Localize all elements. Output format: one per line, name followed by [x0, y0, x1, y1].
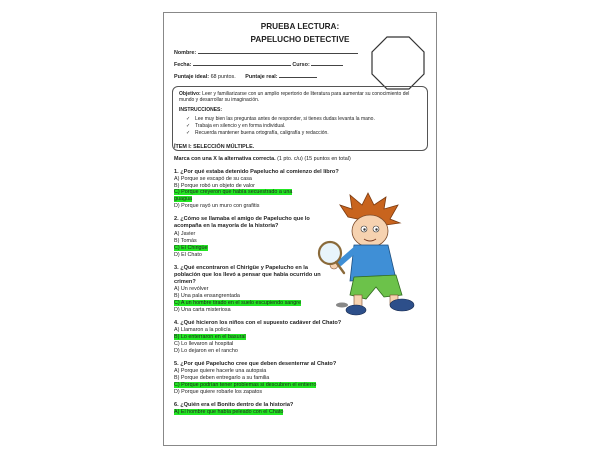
option-2c[interactable]: C) El Chirigüe — [174, 245, 208, 251]
puntaje-real-line[interactable] — [279, 72, 317, 78]
page-title: PRUEBA LECTURA: — [260, 22, 340, 31]
instruction-item: ✓ Recuerda mantener buena ortografía, caligrafía y redacción. — [186, 130, 329, 136]
option-4a[interactable]: A) Llamaron a la policía — [174, 327, 231, 333]
objective-box — [172, 86, 428, 151]
option-5c[interactable]: C) Porque podrían tener problemas si descubren el entierro — [174, 382, 317, 388]
score-octagon — [370, 35, 426, 91]
option-1b[interactable]: B) Porque robó un objeto de valor — [174, 183, 255, 189]
option-3b[interactable]: B) Una pala ensangrentada — [174, 293, 240, 299]
objective-text — [179, 91, 421, 104]
option-2b[interactable]: B) Tomás — [174, 238, 197, 244]
objective-body: Leer y familiarizarse con un amplio repertorio de literatura para aumentar su conocimiento del mundo y desarrollar su imaginación. — [179, 91, 410, 104]
instructions-title: INSTRUCCIONES: — [179, 107, 223, 113]
instruction-item: ✓ Lee muy bien las preguntas antes de responder, si tienes dudas levanta la mano. — [186, 116, 375, 122]
option-5b[interactable]: B) Porque deben entregarlo a su familia — [174, 375, 270, 381]
question-4: 4. ¿Qué hicieron los niños con el supuesto cadáver del Chato? — [174, 320, 342, 326]
option-3c[interactable]: C) A un hombre tirado en el suelo escupiendo sangre — [174, 300, 302, 306]
nombre-line[interactable] — [198, 48, 358, 54]
option-4c[interactable]: C) Lo llevaron al hospital — [174, 341, 234, 347]
curso-line[interactable] — [311, 60, 343, 66]
option-1c-cont[interactable]: guagua — [174, 196, 192, 202]
check-icon: ✓ — [186, 123, 191, 129]
option-3a[interactable]: A) Un revólver — [174, 286, 209, 292]
fecha-label: Fecha: — [174, 62, 192, 68]
option-1c[interactable]: C) Porque creyeron que había secuestrado a una — [174, 189, 293, 195]
question-5: 5. ¿Por qué Papelucho cree que deben desenterrar al Chato? — [174, 361, 337, 367]
option-2a[interactable]: A) Javier — [174, 231, 196, 237]
check-icon: ✓ — [186, 130, 191, 136]
worksheet-page — [163, 12, 437, 446]
option-2d[interactable]: D) El Chato — [174, 252, 202, 258]
option-4b[interactable]: B) Lo enterraron en el basural — [174, 334, 246, 340]
option-1d[interactable]: D) Porque rayó un muro con grafitis — [174, 203, 260, 209]
question-3: 3. ¿Qué encontraron el Chirigüe y Papelucho en la población que los llevó a pensar que había ocurrido un crimen? — [174, 265, 321, 286]
detective-boy-illustration — [314, 191, 432, 317]
puntaje-ideal-label: Puntaje ideal: — [174, 74, 210, 80]
curso-label: Curso: — [292, 62, 310, 68]
objective-label: Objetivo: — [179, 91, 201, 97]
option-3d[interactable]: D) Una carta misteriosa — [174, 307, 231, 313]
option-5a[interactable]: A) Porque quiere hacerle una autopsia — [174, 368, 267, 374]
option-1a[interactable]: A) Porque se escapó de su casa — [174, 176, 252, 182]
check-icon: ✓ — [186, 116, 191, 122]
puntaje-row — [174, 72, 317, 80]
option-4d[interactable]: D) Lo dejaron en el rancho — [174, 348, 238, 354]
option-5d[interactable]: D) Porque quiere robarle los zapatos — [174, 389, 263, 395]
fecha-curso-row — [174, 60, 343, 68]
instruction-item: ✓ Trabaja en silencio y en forma individual. — [186, 123, 286, 129]
section-instruction: Marca con una X la alternativa correcta. (1 pto. c/u) (15 puntos en total) — [174, 156, 351, 162]
question-1: 1. ¿Por qué estaba detenido Papelucho al comienzo del libro? — [174, 169, 339, 175]
nombre-field[interactable] — [174, 48, 358, 56]
nombre-label: Nombre: — [174, 50, 197, 56]
puntaje-ideal-value: 68 puntos. — [210, 74, 236, 80]
page-subtitle: PAPELUCHO DETECTIVE — [250, 35, 350, 44]
question-6: 6. ¿Quién era el Bonito dentro de la historia? — [174, 402, 294, 408]
option-6a[interactable]: A) El hombre que había peleado con el Chato — [174, 409, 284, 415]
question-2: 2. ¿Cómo se llamaba el amigo de Papelucho que lo acompaña en la mayoría de la historia? — [174, 216, 310, 230]
puntaje-real-label: Puntaje real: — [245, 74, 278, 80]
fecha-line[interactable] — [193, 60, 291, 66]
section-title: ÍTEM I: SELECCIÓN MÚLTIPLE. — [174, 144, 255, 150]
